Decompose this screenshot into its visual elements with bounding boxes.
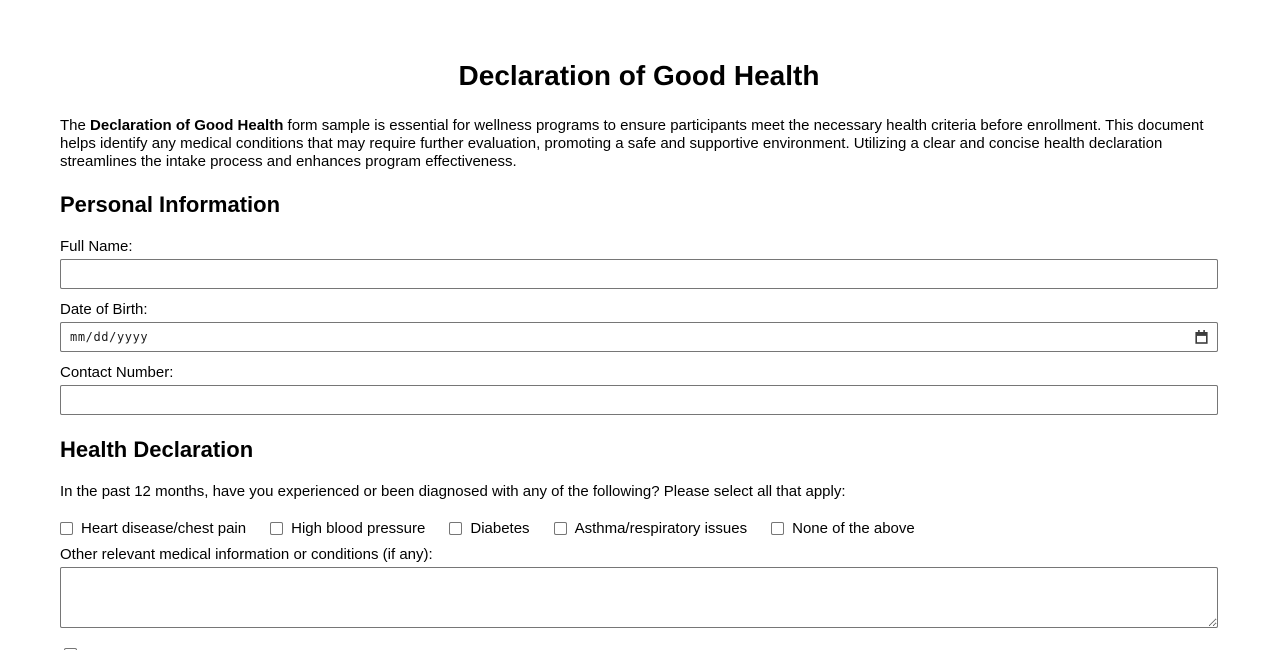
health-options-row [60,518,1218,538]
health-declaration-form [60,60,1218,650]
other-info-label: Other relevant medical information or conditions (if any): [60,546,433,563]
health-declaration-heading: Health Declaration [60,437,254,462]
contact-number-field [60,364,1218,415]
checkbox-heart-disease[interactable] [60,522,73,535]
checkbox-none-of-the-above[interactable] [771,522,784,535]
option-none-of-the-above[interactable] [771,520,915,537]
option-diabetes[interactable] [449,520,529,537]
intro-paragraph [60,117,1218,171]
checkbox-diabetes[interactable] [449,522,462,535]
option-high-blood-pressure-label: High blood pressure [291,519,426,537]
option-none-of-the-above-label: None of the above [792,519,915,537]
full-name-input[interactable] [60,259,1218,289]
health-question: In the past 12 months, have you experienced or been diagnosed with any of the following? Please select all that apply: [60,483,846,500]
checkbox-asthma[interactable] [554,522,567,535]
date-placeholder: mm/dd/yyyy [70,330,149,344]
checkbox-high-blood-pressure[interactable] [270,522,283,535]
date-of-birth-field [60,301,1218,352]
option-asthma-label: Asthma/respiratory issues [574,519,748,537]
option-asthma[interactable] [554,520,748,537]
personal-information-heading: Personal Information [60,192,281,217]
intro-prefix: The [60,117,91,134]
page-title: Declaration of Good Health [458,60,820,91]
contact-number-label: Contact Number: [60,364,174,381]
date-of-birth-label: Date of Birth: [60,301,148,318]
option-heart-disease[interactable] [60,520,246,537]
date-of-birth-input[interactable] [60,322,1218,352]
intro-rest: form sample is essential for wellness programs to ensure participants meet the necessary health criteria before enrollment. This document helps identify any medical conditions that may require further evaluation, promoting a safe and supportive environment. Utilizing a clear and concise health declaration streamlines the intake process and enhances program effectiveness. [60,117,1204,170]
option-diabetes-label: Diabetes [470,519,530,537]
contact-number-input[interactable] [60,385,1218,415]
full-name-label: Full Name: [60,238,133,255]
calendar-icon[interactable] [1195,330,1208,344]
intro-bold-term: Declaration of Good Health [90,117,284,134]
full-name-field [60,238,1218,289]
other-info-field [60,546,1218,628]
other-info-textarea[interactable] [60,567,1218,628]
option-heart-disease-label: Heart disease/chest pain [81,519,247,537]
option-high-blood-pressure[interactable] [270,520,425,537]
